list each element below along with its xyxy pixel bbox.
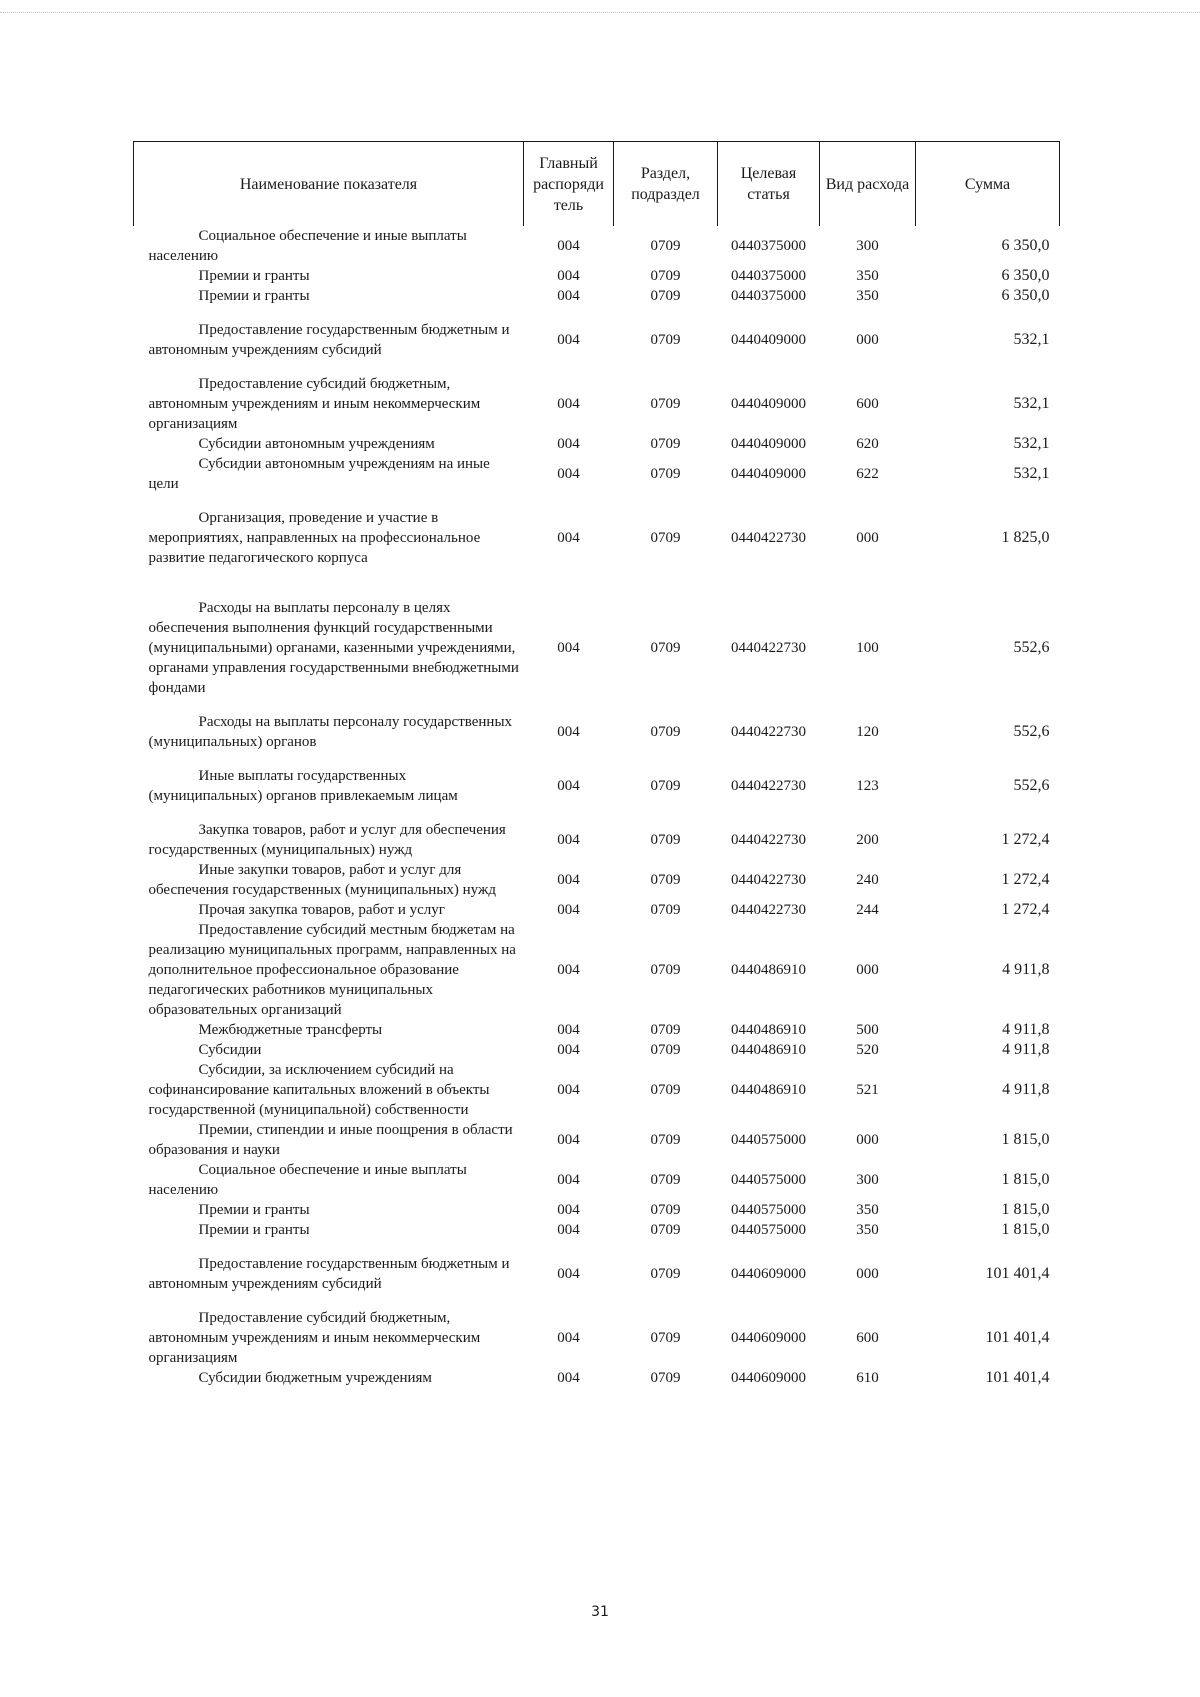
table-row: [134, 1200, 1060, 1220]
row-name: [134, 752, 524, 806]
table-row: [134, 1240, 1060, 1294]
row-expense-type: 500: [856, 1022, 879, 1038]
header-expense-type: Вид расхода: [820, 142, 916, 227]
row-target-article: 0440486910: [731, 1042, 806, 1058]
table-row: [134, 1294, 1060, 1368]
row-section: 0709: [650, 872, 681, 888]
row-expense-type: 350: [856, 1202, 879, 1218]
row-sum: 101 401,4: [985, 1329, 1050, 1346]
row-target-article: 0440575000: [731, 1132, 806, 1148]
row-main-manager: 004: [557, 1202, 580, 1218]
row-main-manager: 004: [557, 1222, 580, 1238]
row-section: 0709: [650, 530, 681, 546]
row-main-manager: 004: [557, 1266, 580, 1282]
row-section: 0709: [650, 724, 681, 740]
row-target-article: 0440375000: [731, 288, 806, 304]
row-target-article: 0440422730: [731, 778, 806, 794]
table-row: [134, 1040, 1060, 1060]
row-name: [134, 1220, 524, 1240]
row-name: [134, 1368, 524, 1388]
row-main-manager: 004: [557, 1022, 580, 1038]
row-sum: 532,1: [1013, 395, 1050, 412]
row-name-text: Предоставление субсидий местным бюджетам на реализацию муниципальных программ, направленных на дополнительное профессиональное образование педагогических работников муниципальных образовательных организаций: [148, 922, 516, 1018]
row-name: [134, 226, 524, 266]
row-main-manager: 004: [557, 832, 580, 848]
row-section: 0709: [650, 332, 681, 348]
row-name-text: Прочая закупка товаров, работ и услуг: [198, 902, 445, 918]
row-sum: 552,6: [1013, 639, 1050, 656]
header-main-manager: Главный распоряди тель: [524, 142, 614, 227]
row-name: [134, 860, 524, 900]
row-name-text: Субсидии: [198, 1042, 262, 1058]
row-section: 0709: [650, 1042, 681, 1058]
row-name-text: Субсидии, за исключением субсидий на софинансирование капитальных вложений в объекты государственной (муниципальной) собственности: [148, 1062, 490, 1118]
row-name-text: Социальное обеспечение и иные выплаты населению: [148, 1162, 467, 1198]
row-target-article: 0440422730: [731, 902, 806, 918]
row-expense-type: 240: [856, 872, 879, 888]
row-sum: 532,1: [1013, 465, 1050, 482]
row-section: 0709: [650, 832, 681, 848]
row-sum: 1 272,4: [1001, 901, 1050, 918]
row-target-article: 0440486910: [731, 1082, 806, 1098]
row-main-manager: 004: [557, 872, 580, 888]
row-sum: 552,6: [1013, 723, 1050, 740]
row-main-manager: 004: [557, 268, 580, 284]
row-section: 0709: [650, 902, 681, 918]
row-expense-type: 600: [856, 1330, 879, 1346]
row-name: [134, 698, 524, 752]
row-expense-type: 300: [856, 1172, 879, 1188]
row-name-text: Премии, стипендии и иные поощрения в области образования и науки: [148, 1122, 513, 1158]
row-name: [134, 454, 524, 494]
row-expense-type: 123: [856, 778, 879, 794]
row-name: [134, 806, 524, 860]
table-row: [134, 226, 1060, 266]
row-name: [134, 434, 524, 454]
row-name: [134, 1294, 524, 1368]
header-section: Раздел, подраздел: [614, 142, 718, 227]
table-header-row: [134, 142, 1060, 227]
table-row: [134, 698, 1060, 752]
row-target-article: 0440375000: [731, 268, 806, 284]
header-name: Наименование показателя: [134, 142, 524, 227]
row-expense-type: 350: [856, 268, 879, 284]
row-section: 0709: [650, 1222, 681, 1238]
row-expense-type: 600: [856, 396, 879, 412]
row-expense-type: 620: [856, 436, 879, 452]
row-expense-type: 622: [856, 466, 879, 482]
row-target-article: 0440575000: [731, 1222, 806, 1238]
table-row: [134, 1060, 1060, 1120]
row-sum: 101 401,4: [985, 1265, 1050, 1282]
row-main-manager: 004: [557, 396, 580, 412]
table-row: [134, 1020, 1060, 1040]
table-row: [134, 1120, 1060, 1160]
row-name: [134, 1020, 524, 1040]
row-main-manager: 004: [557, 962, 580, 978]
table-row: [134, 900, 1060, 920]
row-name-text: Премии и гранты: [198, 1222, 310, 1238]
row-name: [134, 1200, 524, 1220]
row-target-article: 0440422730: [731, 724, 806, 740]
row-main-manager: 004: [557, 1042, 580, 1058]
row-name: [134, 286, 524, 306]
row-name: [134, 360, 524, 434]
row-expense-type: 000: [856, 962, 879, 978]
row-main-manager: 004: [557, 238, 580, 254]
row-name-text: Предоставление государственным бюджетным и автономным учреждениям субсидий: [148, 1256, 510, 1292]
row-target-article: 0440609000: [731, 1266, 806, 1282]
row-name: [134, 1240, 524, 1294]
row-section: 0709: [650, 1330, 681, 1346]
table-row: [134, 266, 1060, 286]
table-row: [134, 286, 1060, 306]
table-body: [134, 226, 1060, 1388]
row-expense-type: 200: [856, 832, 879, 848]
table-row: [134, 360, 1060, 434]
row-sum: 101 401,4: [985, 1369, 1050, 1386]
row-expense-type: 244: [856, 902, 879, 918]
row-name-text: Закупка товаров, работ и услуг для обеспечения государственных (муниципальных) нужд: [148, 822, 506, 858]
row-main-manager: 004: [557, 640, 580, 656]
row-name: [134, 306, 524, 360]
row-main-manager: 004: [557, 436, 580, 452]
row-main-manager: 004: [557, 1330, 580, 1346]
row-target-article: 0440609000: [731, 1370, 806, 1386]
row-sum: 4 911,8: [1002, 1021, 1050, 1038]
row-name: [134, 1120, 524, 1160]
row-expense-type: 350: [856, 288, 879, 304]
row-name: [134, 1160, 524, 1200]
table-row: [134, 1160, 1060, 1200]
row-expense-type: 520: [856, 1042, 879, 1058]
row-name-text: Предоставление государственным бюджетным и автономным учреждениям субсидий: [148, 322, 510, 358]
row-name-text: Субсидии автономным учреждениям: [198, 436, 435, 452]
row-section: 0709: [650, 1172, 681, 1188]
row-name-text: Премии и гранты: [198, 1202, 310, 1218]
row-name: [134, 1040, 524, 1060]
row-target-article: 0440486910: [731, 1022, 806, 1038]
row-target-article: 0440422730: [731, 872, 806, 888]
row-target-article: 0440422730: [731, 530, 806, 546]
row-section: 0709: [650, 640, 681, 656]
row-target-article: 0440409000: [731, 436, 806, 452]
row-name-text: Субсидии бюджетным учреждениям: [198, 1370, 432, 1386]
row-sum: 552,6: [1013, 777, 1050, 794]
row-name-text: Предоставление субсидий бюджетным, автономным учреждениям и иным некоммерческим организациям: [148, 1310, 481, 1366]
row-section: 0709: [650, 396, 681, 412]
row-expense-type: 100: [856, 640, 879, 656]
row-target-article: 0440409000: [731, 396, 806, 412]
row-name-text: Социальное обеспечение и иные выплаты населению: [148, 228, 467, 264]
row-sum: 1 272,4: [1001, 831, 1050, 848]
row-main-manager: 004: [557, 724, 580, 740]
row-name-text: Расходы на выплаты персоналу в целях обеспечения выполнения функций государственными (муниципальными) органами, казенными учреждениями, органами управления государственными внебюджетными фондами: [148, 600, 519, 696]
row-target-article: 0440422730: [731, 832, 806, 848]
row-section: 0709: [650, 436, 681, 452]
row-section: 0709: [650, 1132, 681, 1148]
row-sum: 1 815,0: [1001, 1221, 1050, 1238]
row-sum: 4 911,8: [1002, 1041, 1050, 1058]
row-name-text: Иные выплаты государственных (муниципальных) органов привлекаемым лицам: [148, 768, 458, 804]
table-row: [134, 920, 1060, 1020]
page-number: 31: [591, 1604, 609, 1620]
row-main-manager: 004: [557, 1082, 580, 1098]
row-sum: 1 272,4: [1001, 871, 1050, 888]
row-name-text: Расходы на выплаты персоналу государственных (муниципальных) органов: [148, 714, 513, 750]
row-section: 0709: [650, 1266, 681, 1282]
row-section: 0709: [650, 1202, 681, 1218]
row-expense-type: 000: [856, 1266, 879, 1282]
row-main-manager: 004: [557, 778, 580, 794]
table-row: [134, 752, 1060, 806]
row-sum: 1 825,0: [1001, 529, 1050, 546]
row-sum: 6 350,0: [1001, 287, 1050, 304]
header-target-article: Целевая статья: [718, 142, 820, 227]
row-name: [134, 1060, 524, 1120]
row-name: [134, 920, 524, 1020]
row-section: 0709: [650, 1022, 681, 1038]
row-sum: 532,1: [1013, 331, 1050, 348]
table-row: [134, 494, 1060, 568]
table-row: [134, 1220, 1060, 1240]
document-page: [133, 141, 1059, 1388]
table-row: [134, 434, 1060, 454]
row-target-article: 0440409000: [731, 332, 806, 348]
row-section: 0709: [650, 288, 681, 304]
row-name: [134, 266, 524, 286]
row-main-manager: 004: [557, 530, 580, 546]
row-name: [134, 900, 524, 920]
row-section: 0709: [650, 268, 681, 284]
row-main-manager: 004: [557, 1370, 580, 1386]
row-sum: 4 911,8: [1002, 1081, 1050, 1098]
row-name-text: Премии и гранты: [198, 268, 310, 284]
table-row: [134, 306, 1060, 360]
row-sum: 6 350,0: [1001, 237, 1050, 254]
table-row: [134, 568, 1060, 698]
row-sum: 4 911,8: [1002, 961, 1050, 978]
table-row: [134, 806, 1060, 860]
row-target-article: 0440609000: [731, 1330, 806, 1346]
row-sum: 1 815,0: [1001, 1171, 1050, 1188]
row-section: 0709: [650, 1082, 681, 1098]
row-target-article: 0440422730: [731, 640, 806, 656]
row-expense-type: 521: [856, 1082, 879, 1098]
row-section: 0709: [650, 466, 681, 482]
row-sum: 1 815,0: [1001, 1131, 1050, 1148]
row-section: 0709: [650, 1370, 681, 1386]
row-expense-type: 000: [856, 530, 879, 546]
table-row: [134, 1368, 1060, 1388]
row-section: 0709: [650, 778, 681, 794]
row-name-text: Предоставление субсидий бюджетным, автономным учреждениям и иным некоммерческим организациям: [148, 376, 481, 432]
row-main-manager: 004: [557, 1172, 580, 1188]
row-expense-type: 120: [856, 724, 879, 740]
row-name-text: Иные закупки товаров, работ и услуг для обеспечения государственных (муниципальных) нужд: [148, 862, 496, 898]
row-main-manager: 004: [557, 902, 580, 918]
row-main-manager: 004: [557, 1132, 580, 1148]
header-sum: Сумма: [916, 142, 1060, 227]
top-dotted-line: [0, 12, 1200, 13]
row-main-manager: 004: [557, 466, 580, 482]
table-row: [134, 454, 1060, 494]
row-section: 0709: [650, 962, 681, 978]
row-name-text: Субсидии автономным учреждениям на иные цели: [148, 456, 490, 492]
row-name-text: Организация, проведение и участие в мероприятиях, направленных на профессиональное развитие педагогического корпуса: [148, 510, 481, 566]
row-name-text: Премии и гранты: [198, 288, 310, 304]
row-main-manager: 004: [557, 332, 580, 348]
row-name: [134, 568, 524, 698]
row-expense-type: 000: [856, 1132, 879, 1148]
row-target-article: 0440575000: [731, 1202, 806, 1218]
row-target-article: 0440375000: [731, 238, 806, 254]
row-target-article: 0440575000: [731, 1172, 806, 1188]
row-name: [134, 494, 524, 568]
row-expense-type: 300: [856, 238, 879, 254]
row-target-article: 0440409000: [731, 466, 806, 482]
budget-table: [133, 141, 1060, 1388]
table-row: [134, 860, 1060, 900]
row-target-article: 0440486910: [731, 962, 806, 978]
row-expense-type: 350: [856, 1222, 879, 1238]
row-main-manager: 004: [557, 288, 580, 304]
row-name-text: Межбюджетные трансферты: [198, 1022, 383, 1038]
row-expense-type: 610: [856, 1370, 879, 1386]
row-sum: 1 815,0: [1001, 1201, 1050, 1218]
row-sum: 532,1: [1013, 435, 1050, 452]
row-sum: 6 350,0: [1001, 267, 1050, 284]
row-expense-type: 000: [856, 332, 879, 348]
row-section: 0709: [650, 238, 681, 254]
